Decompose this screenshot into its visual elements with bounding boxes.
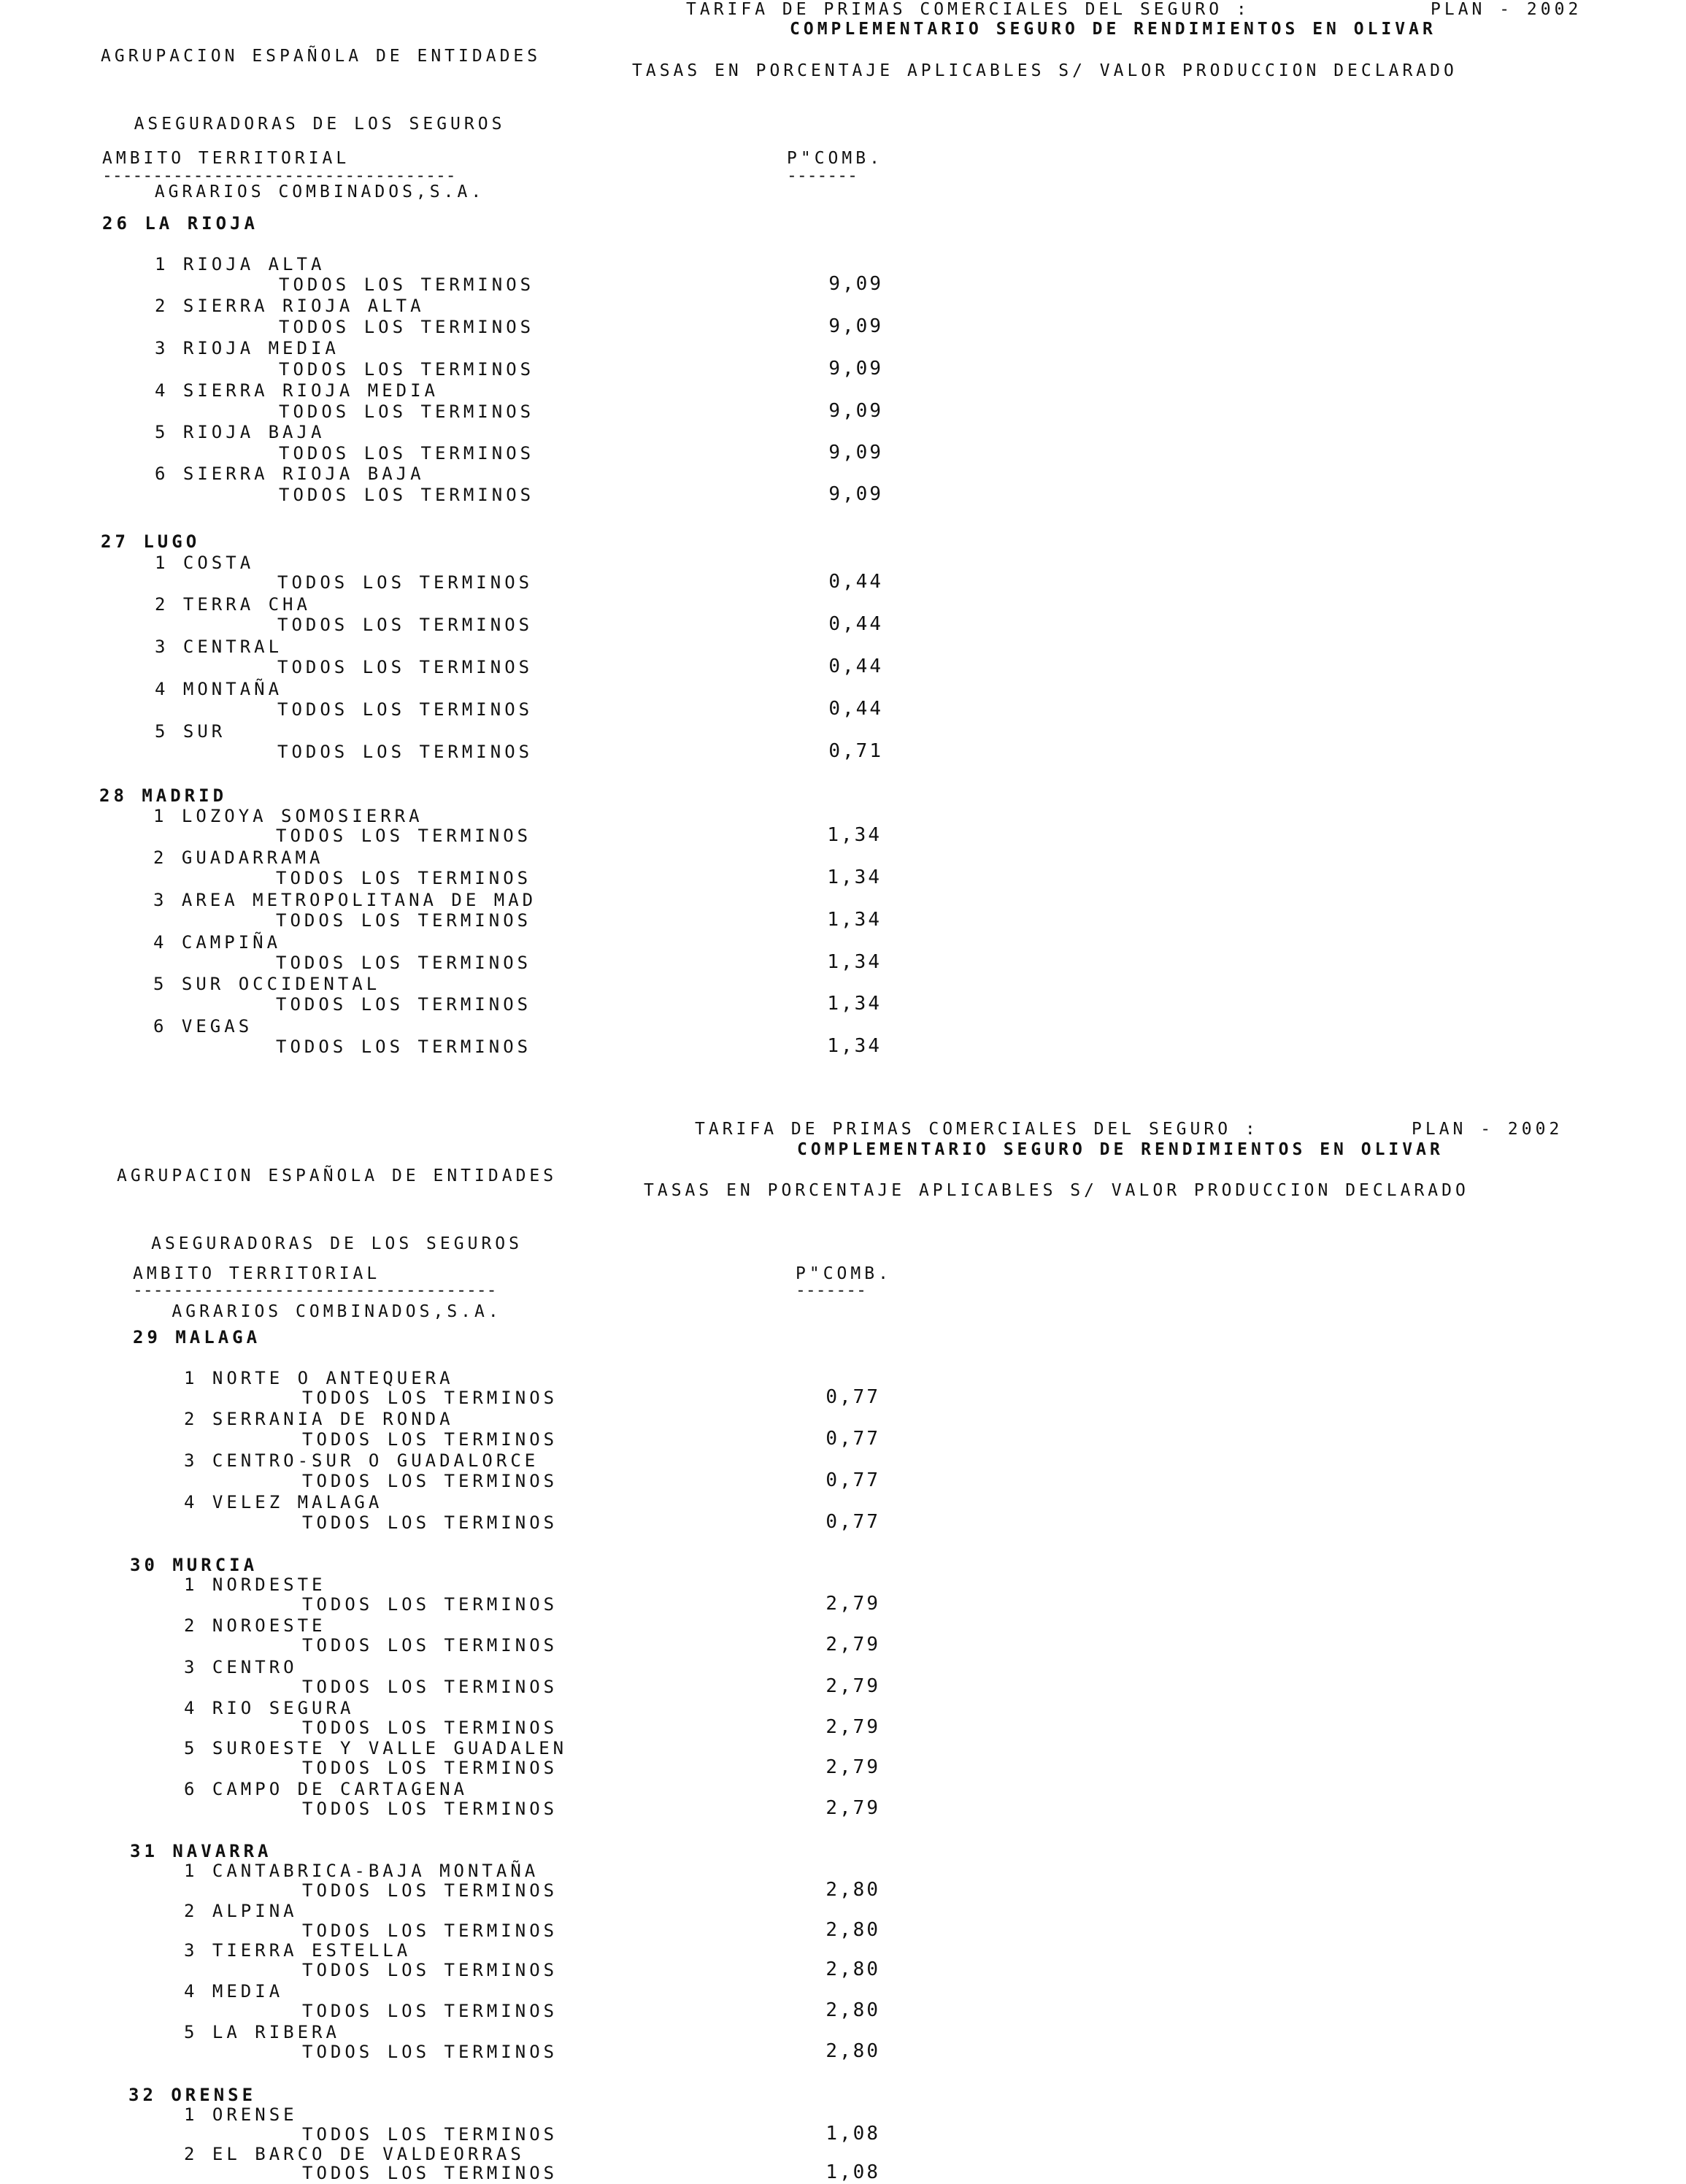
rate-value: 9,09 — [828, 442, 883, 464]
zone-name: 1 CANTABRICA-BAJA MONTAÑA — [184, 1861, 539, 1881]
column-header-ambito: AMBITO TERRITORIAL — [133, 1264, 381, 1283]
zone-name: 4 CAMPIÑA — [153, 932, 282, 953]
rate-value: 0,77 — [825, 1386, 880, 1408]
rate-value: 9,09 — [828, 315, 883, 337]
plan-label: PLAN - 2002 — [1431, 0, 1582, 19]
rate-value: 0,77 — [825, 1428, 880, 1450]
rate-value: 9,09 — [828, 483, 883, 505]
zone-terms: TODOS LOS TERMINOS — [277, 657, 534, 677]
zone-name: 3 CENTRAL — [155, 637, 283, 657]
zone-name: 1 LOZOYA SOMOSIERRA — [153, 806, 423, 826]
rate-value: 1,34 — [827, 951, 882, 973]
org-line: ASEGURADORAS DE LOS SEGUROS — [151, 1234, 523, 1253]
zone-name: 5 SUROESTE Y VALLE GUADALEN — [184, 1738, 568, 1758]
org-name-block — [101, 0, 542, 249]
rate-value: 0,77 — [825, 1511, 880, 1533]
zone-terms: TODOS LOS TERMINOS — [276, 910, 532, 931]
column-rule-ambito: ----------------------------------- — [102, 166, 456, 185]
zone-terms: TODOS LOS TERMINOS — [302, 1920, 558, 1941]
rate-value: 2,80 — [825, 2040, 880, 2062]
zone-terms: TODOS LOS TERMINOS — [302, 1960, 558, 1980]
zone-name: 1 ORENSE — [184, 2104, 298, 2125]
column-header-ambito: AMBITO TERRITORIAL — [102, 149, 350, 168]
zone-name: 3 AREA METROPOLITANA DE MAD — [153, 890, 537, 910]
zone-terms: TODOS LOS TERMINOS — [302, 1429, 558, 1450]
zone-name: 1 RIOJA ALTA — [155, 254, 326, 274]
zone-terms: TODOS LOS TERMINOS — [277, 615, 534, 635]
zone-name: 5 SUR — [155, 721, 226, 742]
org-line: AGRUPACION ESPAÑOLA DE ENTIDADES — [101, 47, 542, 66]
province-title: 32 ORENSE — [128, 2085, 257, 2105]
zone-name: 1 COSTA — [155, 553, 255, 573]
rate-value: 2,80 — [825, 1879, 880, 1901]
province-title: 30 MURCIA — [130, 1555, 258, 1575]
zone-terms: TODOS LOS TERMINOS — [276, 953, 532, 973]
zone-terms: TODOS LOS TERMINOS — [302, 1594, 558, 1615]
column-header-comb: P"COMB. — [787, 149, 883, 168]
rate-value: 2,79 — [825, 1756, 880, 1778]
zone-terms: TODOS LOS TERMINOS — [302, 1512, 558, 1533]
zone-terms: TODOS LOS TERMINOS — [302, 1635, 558, 1656]
zone-terms: TODOS LOS TERMINOS — [279, 317, 535, 337]
zone-terms: TODOS LOS TERMINOS — [302, 1799, 558, 1819]
zone-terms: TODOS LOS TERMINOS — [302, 1758, 558, 1778]
org-line: AGRUPACION ESPAÑOLA DE ENTIDADES — [117, 1166, 558, 1185]
province-title: 28 MADRID — [99, 785, 228, 806]
zone-terms: TODOS LOS TERMINOS — [276, 1037, 532, 1057]
rate-value: 1,34 — [827, 993, 882, 1015]
rate-value: 1,34 — [827, 824, 882, 846]
zone-name: 1 NORDESTE — [184, 1574, 326, 1595]
rate-value: 1,08 — [825, 2123, 880, 2145]
plan-label: PLAN - 2002 — [1412, 1120, 1563, 1139]
zone-name: 6 CAMPO DE CARTAGENA — [184, 1779, 468, 1799]
org-line: ASEGURADORAS DE LOS SEGUROS — [134, 115, 506, 134]
zone-terms: TODOS LOS TERMINOS — [279, 359, 535, 380]
tariff-subtitle: COMPLEMENTARIO SEGURO DE RENDIMIENTOS EN OLIVAR — [797, 1140, 1444, 1159]
zone-terms: TODOS LOS TERMINOS — [276, 826, 532, 846]
column-rule-comb: ------- — [787, 166, 858, 185]
zone-terms: TODOS LOS TERMINOS — [276, 868, 532, 888]
zone-name: 5 SUR OCCIDENTAL — [153, 974, 381, 994]
rate-value: 2,79 — [825, 1675, 880, 1697]
rate-value: 9,09 — [828, 400, 883, 422]
zone-name: 2 GUADARRAMA — [153, 847, 324, 868]
rate-value: 9,09 — [828, 273, 883, 295]
zone-name: 2 EL BARCO DE VALDEORRAS — [184, 2144, 525, 2164]
tasas-note: TASAS EN PORCENTAJE APLICABLES S/ VALOR PRODUCCION DECLARADO — [632, 61, 1458, 80]
column-header-comb: P"COMB. — [796, 1264, 892, 1283]
rate-value: 1,34 — [827, 1035, 882, 1057]
zone-name: 2 TERRA CHA — [155, 594, 311, 615]
zone-terms: TODOS LOS TERMINOS — [302, 1471, 558, 1491]
column-rule-comb: ------- — [796, 1281, 866, 1300]
zone-name: 5 LA RIBERA — [184, 2022, 340, 2042]
zone-terms: TODOS LOS TERMINOS — [279, 443, 535, 464]
zone-terms: TODOS LOS TERMINOS — [302, 2124, 558, 2145]
rate-value: 2,79 — [825, 1716, 880, 1738]
zone-terms: TODOS LOS TERMINOS — [302, 1388, 558, 1408]
zone-terms: TODOS LOS TERMINOS — [302, 1718, 558, 1738]
rate-value: 2,80 — [825, 1999, 880, 2021]
zone-name: 2 ALPINA — [184, 1901, 298, 1921]
rate-value: 1,08 — [825, 2161, 880, 2183]
zone-name: 6 VEGAS — [153, 1016, 253, 1037]
rate-value: 0,77 — [825, 1469, 880, 1491]
rate-value: 0,71 — [828, 740, 883, 762]
rate-value: 2,79 — [825, 1797, 880, 1819]
zone-name: 3 CENTRO — [184, 1657, 298, 1677]
rate-value: 0,44 — [828, 571, 883, 593]
zone-name: 4 MEDIA — [184, 1981, 284, 2002]
column-rule-ambito: ------------------------------------ — [133, 1281, 497, 1300]
org-line: AGRARIOS COMBINADOS,S.A. — [172, 1302, 502, 1321]
zone-terms: TODOS LOS TERMINOS — [302, 2042, 558, 2062]
zone-name: 3 RIOJA MEDIA — [155, 338, 339, 358]
rate-value: 2,80 — [825, 1919, 880, 1941]
zone-terms: TODOS LOS TERMINOS — [302, 1880, 558, 1901]
tariff-title: TARIFA DE PRIMAS COMERCIALES DEL SEGURO : — [686, 0, 1250, 19]
zone-terms: TODOS LOS TERMINOS — [279, 401, 535, 422]
org-line: AGRARIOS COMBINADOS,S.A. — [154, 182, 485, 201]
rate-value: 1,34 — [827, 866, 882, 888]
rate-value: 9,09 — [828, 358, 883, 380]
rate-value: 0,44 — [828, 613, 883, 635]
zone-name: 5 RIOJA BAJA — [155, 422, 326, 442]
zone-terms: TODOS LOS TERMINOS — [279, 274, 535, 295]
rate-value: 2,79 — [825, 1593, 880, 1615]
rate-value: 0,44 — [828, 698, 883, 720]
zone-name: 3 TIERRA ESTELLA — [184, 1940, 412, 1961]
zone-name: 4 SIERRA RIOJA MEDIA — [155, 380, 439, 401]
zone-terms: TODOS LOS TERMINOS — [277, 699, 534, 720]
zone-name: 2 NOROESTE — [184, 1615, 326, 1636]
tariff-subtitle: COMPLEMENTARIO SEGURO DE RENDIMIENTOS EN OLIVAR — [790, 20, 1436, 39]
rate-value: 2,79 — [825, 1634, 880, 1656]
zone-terms: TODOS LOS TERMINOS — [279, 485, 535, 505]
zone-name: 6 SIERRA RIOJA BAJA — [155, 464, 425, 484]
zone-terms: TODOS LOS TERMINOS — [276, 994, 532, 1015]
province-title: 26 LA RIOJA — [102, 213, 258, 234]
rate-value: 0,44 — [828, 655, 883, 677]
zone-name: 2 SIERRA RIOJA ALTA — [155, 296, 425, 316]
zone-name: 2 SERRANIA DE RONDA — [184, 1409, 454, 1429]
tariff-title: TARIFA DE PRIMAS COMERCIALES DEL SEGURO : — [695, 1120, 1259, 1139]
zone-name: 4 MONTAÑA — [155, 679, 283, 699]
rate-value: 1,34 — [827, 909, 882, 931]
province-title: 29 MALAGA — [133, 1327, 261, 1347]
zone-name: 1 NORTE O ANTEQUERA — [184, 1368, 454, 1388]
zone-name: 4 VELEZ MALAGA — [184, 1492, 383, 1512]
zone-terms: TODOS LOS TERMINOS — [302, 2001, 558, 2021]
province-title: 31 NAVARRA — [130, 1841, 272, 1861]
zone-terms: TODOS LOS TERMINOS — [302, 2163, 558, 2183]
zone-name: 3 CENTRO-SUR O GUADALORCE — [184, 1450, 539, 1471]
zone-terms: TODOS LOS TERMINOS — [277, 572, 534, 593]
zone-name: 4 RIO SEGURA — [184, 1698, 355, 1718]
zone-terms: TODOS LOS TERMINOS — [277, 742, 534, 762]
tasas-note: TASAS EN PORCENTAJE APLICABLES S/ VALOR PRODUCCION DECLARADO — [644, 1181, 1469, 1200]
province-title: 27 LUGO — [101, 531, 201, 552]
zone-terms: TODOS LOS TERMINOS — [302, 1677, 558, 1697]
rate-value: 2,80 — [825, 1958, 880, 1980]
